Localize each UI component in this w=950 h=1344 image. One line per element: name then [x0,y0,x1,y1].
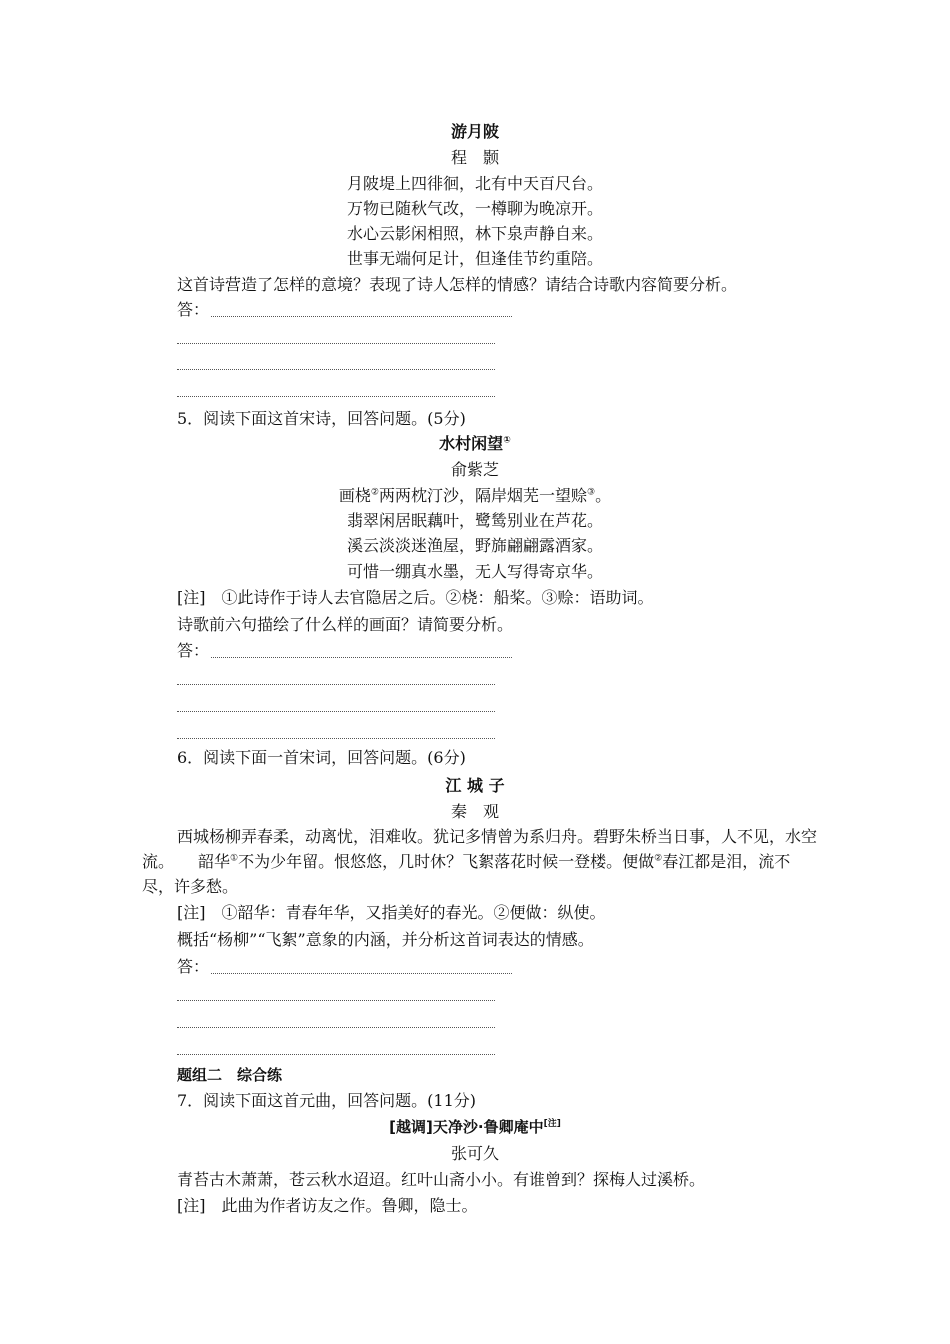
footnote-marker: ③ [587,487,596,498]
note: [注] ①此诗作于诗人去官隐居之后。②桡：船桨。③赊：语助词。 [177,588,654,607]
ci-text-line: 流。 韶华①不为少年留。恨悠悠，几时休？飞絮落花时候一登楼。便做②春江都是泪，流不 [142,852,791,871]
answer-line[interactable] [211,657,512,658]
footnote-marker: [注] [543,1119,561,1129]
answer-label: 答： [177,300,210,319]
answer-line[interactable] [211,316,512,317]
question-text: 这首诗营造了怎样的意境？表现了诗人怎样的情感？请结合诗歌内容简要分析。 [177,275,738,294]
poem-title: 水村闲望① [439,434,511,453]
poem-author: 程 颢 [450,148,499,167]
note-label: [注] [177,588,206,607]
answer-line[interactable] [177,396,495,397]
question-heading: 5．阅读下面这首宋诗，回答问题。(5分) [177,409,466,428]
poem-line: 翡翠闲居眠藕叶，鹭鸶别业在芦花。 [346,511,603,530]
poem-author: 秦 观 [450,802,499,821]
poem-line: 画桡②两两枕汀沙，隔岸烟芜一望赊③。 [338,486,612,505]
poem-line: 世事无端何足计，但逢佳节约重陪。 [346,249,603,268]
poem-line: 可惜一绷真水墨，无人写得寄京华。 [346,562,603,581]
footnote-marker: ① [230,853,239,864]
answer-line[interactable] [177,369,495,370]
answer-label: 答： [177,957,210,976]
poem-line: 溪云淡淡迷渔屋，野旆翩翩露酒家。 [346,536,603,555]
ci-text-line: 尽，许多愁。 [142,877,239,896]
poem-title: 游月陂 [450,122,499,141]
question-text: 概括“杨柳”“飞絮”意象的内涵，并分析这首词表达的情感。 [177,930,594,949]
answer-line[interactable] [177,1054,495,1055]
answer-line[interactable] [177,343,495,344]
poem-author: 张可久 [450,1144,499,1163]
answer-line[interactable] [177,1027,495,1028]
question-text: 诗歌前六句描绘了什么样的画面？请简要分析。 [177,615,514,634]
question-heading: 6．阅读下面一首宋词，回答问题。(6分) [177,748,466,767]
note: [注] 此曲为作者访友之作。鲁卿，隐士。 [177,1196,478,1215]
answer-line[interactable] [177,1000,495,1001]
poem-title: [越调]天净沙·鲁卿庵中[注] [389,1118,561,1136]
poem-line: 月陂堤上四徘徊，北有中天百尺台。 [346,174,603,193]
note: [注] ①韶华：青春年华，又指美好的春光。②便做：纵使。 [177,903,606,922]
qu-text: 青苔古木萧萧，苍云秋水迢迢。红叶山斋小小。有谁曾到？探梅人过溪桥。 [177,1170,706,1189]
poem-line: 万物已随秋气改，一樽聊为晚凉开。 [346,199,603,218]
note-label: [注] [177,1196,206,1215]
section-heading: 题组二 综合练 [177,1066,283,1084]
note-label: [注] [177,903,206,922]
footnote-marker: ② [370,487,379,498]
answer-line[interactable] [211,973,512,974]
footnote-marker: ① [503,435,511,446]
answer-line[interactable] [177,738,495,739]
poem-author: 俞紫芝 [450,460,499,479]
answer-line[interactable] [177,684,495,685]
poem-title: 江 城 子 [445,776,505,795]
answer-label: 答： [177,641,210,660]
question-heading: 7．阅读下面这首元曲，回答问题。(11分) [177,1091,477,1110]
ci-text-line: 西城杨柳弄春柔，动离忧，泪难收。犹记多情曾为系归舟。碧野朱桥当日事，人不见，水空 [177,827,818,846]
poem-line: 水心云影闲相照，林下泉声静自来。 [346,224,603,243]
answer-line[interactable] [177,711,495,712]
footnote-marker: ② [654,853,663,864]
